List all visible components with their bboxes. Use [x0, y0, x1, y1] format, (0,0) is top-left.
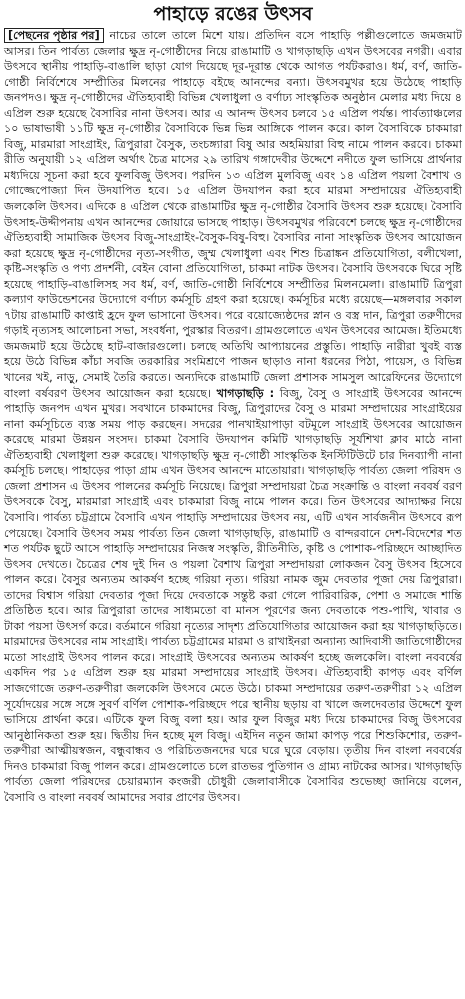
- article-body: [4, 28, 462, 805]
- article-paragraph: [4, 28, 462, 805]
- article-headline: পাহাড়ে রঙের উৎসব: [153, 3, 313, 25]
- article-text-part-1: নাচের তালে তালে মিশে যায়। প্রতিদিন বসে পাহাড়ি পল্লীগুলোতে জমজমাট আসর। তিন পার্বত্য জেলার ক্ষুদ্র নৃ-গোষ্ঠীদের নিয়ে রাঙামাটি ও খাগড়াছড়ি এখন উৎসবের নগরী। এবার উৎসবে স্থানীয় পাহাড়ি-বাঙালি ছাড়া যোগ দিয়েছে দূর-দূরান্ত থেকে আগত পর্যটকরাও। ধর্ম, বর্ণ, জাতি-গোষ্ঠী নির্বিশেষে সম্প্রীতির মিলনের পাহাড়ে বইছে আনন্দের বন্যা। উৎসবমুখর হয়ে উঠেছে পাহাড়ি জনপদও। ক্ষুদ্র নৃ-গোষ্ঠীদের ঐতিহ্যবাহী বিভিন্ন খেলাধুলা ও বর্ণাঢ্য সাংস্কৃতিক অনুষ্ঠান মেলার মধ্য দিয়ে ৪ এপ্রিল শুরু হয়েছে বৈসাবির নানা উৎসব। আর এ আনন্দ উৎসব চলবে ১৫ এপ্রিল পর্যন্ত। পার্বত্যাঞ্চলের ১০ ভাষাভাষী ১১টি ক্ষুদ্র নৃ-গোষ্ঠীর বৈসাবিকে ভিন্ন ভিন্ন আঙ্গিকে পালন করে। কাল বৈসাবিকে চাকমারা বিজু, মারমারা সাংগ্রাইং, ত্রিপুরারা বৈসুক, তংচঙ্গ্যারা বিষু আর অহমিয়ারা বিহু নামে পালন করবে। চাকমা রীতি অনুযায়ী ১২ এপ্রিল অর্থাৎ চৈত্র মাসের ২৯ তারিখ গঙ্গাদেবীর উদ্দেশে নদীতে ফুল ভাসিয়ে প্রার্থনার মধ্যদিয়ে সূচনা করা হবে ফুলবিজু উৎসব। পরদিন ১৩ এপ্রিল মুলবিজু এবং ১৪ এপ্রিল পয়লা বৈশাখ ও গোজ্জেপোজ্যা দিন উদযাপিত হবে। ১৫ এপ্রিল উদযাপন করা হবে মারমা সম্প্রদায়ের ঐতিহ্যবাহী জলকেলি উৎসব। এদিকে ৪ এপ্রিল থেকে রাঙামাটির ক্ষুদ্র নৃ-গোষ্ঠীর বৈসাবি উৎসব শুরু হয়েছে। বৈসাবি উৎসাহ-উদ্দীপনায় এখন আনন্দের জোয়ারে ভাসছে পাহাড়। উৎসবমুখর পরিবেশে চলছে ক্ষুদ্র নৃ-গোষ্ঠীদের ঐতিহ্যবাহী সামাজিক উৎসব বিজু-সাংগ্রাইং-বৈসুক-বিষু-বিহু। বৈসাবির নানা সাংস্কৃতিক উৎসব আয়োজন করা হয়েছে ক্ষুদ্র নৃ-গোষ্ঠীদের নৃত্য-সংগীত, জুম্ম খেলাধুলা এবং শিশু চিত্রাঙ্কন প্রতিযোগিতা, বলীখেলা, কৃষ্টি-সংস্কৃতি ও পণ্য প্রদর্শনী, বেইন বোনা প্রতিযোগিতা, চাকমা নাটক উৎসব। বৈসাবি উৎসবকে ঘিরে সৃষ্টি হয়েছে পাহাড়ি-বাঙালিসহ সব ধর্ম, বর্ণ, জাতি-গোষ্ঠী নির্বিশেষে সম্প্রীতির মিলনমেলা। রাঙামাটি ত্রিপুরা কল্যাণ ফাউন্ডেশনের উদ্যোগে বর্ণাঢ্য কর্মসূচি গ্রহণ করা হয়েছে। কর্মসূচির মধ্যে রয়েছে—মঙ্গলবার সকাল ৭টায় রাঙামাটি কাপ্তাই হ্রদে ফুল ভাসানো উৎসব। পরে বয়োজ্যেষ্ঠদের স্নান ও বস্ত্র দান, ত্রিপুরা তরুণীদের গড়াই নৃত্যসহ আলোচনা সভা, সংবর্ধনা, পুরস্কার বিতরণ। গ্রামগুলোতে এখন উৎসবের আমেজ। ইতিমধ্যে জমজমাট হয়ে উঠেছে হাট-বাজারগুলো। চলছে অতিথি আপ্যায়নের প্রস্তুতি। পাহাড়ি নারীরা খুবই ব্যস্ত হয়ে উঠে বিভিন্ন কাঁচা সবজি তরকারির সংমিশ্রণে পাজন ছাড়াও নানা ধরনের পিঠা, পায়েস, ও বিভিন্ন খানের খই, নাড়ু, সেমাই তৈরি করতে। অন্যদিকে রাঙামাটি জেলা প্রশাসক সামসুল আরেফিনের উদ্যোগে বাংলা বর্ষবরণ উৎসব আয়োজন করা হয়েছে।: [4, 29, 462, 400]
- continued-from-label: [পেছনের পৃষ্ঠার পর]: [4, 28, 104, 43]
- article-text-part-2: বিজু, বৈসু ও সাংগ্রাই উৎসবের আনন্দে পাহাড়ি জনপদ এখন মুখর। সবখানে চাকমাদের বিজু, ত্রিপুরাদের বৈসু ও মারমা সম্প্রদায়ের সাংগ্রাইয়ের নানা কর্মসূচিতে ব্যস্ত সময় পাড় করছেন। সদরের পানখাইয়াপাড়া বটমূলে সাংগ্রাই উৎসবের আয়োজন করেছে মারমা উন্নয়ন সংসদ। চাকমা বৈসাবি উদযাপন কমিটি খাগড়াছড়ি সূর্যশিখা ক্লাব মাঠে নানা ঐতিহ্যবাহী খেলাধুলা শুরু করেছে। খাগড়াছড়ি ক্ষুদ্র নৃ-গোষ্ঠী সাংস্কৃতিক ইনস্টিটিউটে চার দিনব্যাপী নানা কর্মসূচি চলছে। পাহাড়ের পাড়া গ্রাম এখন উৎসব আনন্দে মাতোয়ারা। খাগড়াছড়ি পার্বত্য জেলা পরিষদ ও জেলা প্রশাসন এ উৎসব পালনের কর্মসূচি নিয়েছে। ত্রিপুরা সম্প্রদায়রা চৈত্র সংক্রান্তি ও বাংলা নববর্ষ বরণ উৎসবকে বৈসু, মারমারা সাংগ্রাই এবং চাকমারা বিজু নামে পালন করে। তিন উৎসবের আদ্যাক্ষর নিয়ে বৈসাবি। পার্বত্য চট্টগ্রামে বৈসাবি এখন পাহাড়ি সম্প্রদায়ের উৎসব নয়, এটি এখন সার্বজনীন উৎসবে রূপ পেয়েছে। বৈসাবি উৎসব সময় পার্বত্য তিন জেলা খাগড়াছড়ি, রাঙামাটি ও বান্দরবানে দেশ-বিদেশের শত শত পর্যটক ছুটে আসে পাহাড়ি সম্প্রদায়ের নিজস্ব সংস্কৃতি, রীতিনীতি, কৃষ্টি ও পোশাক-পরিচ্ছদে আচ্ছাদিত উৎসব দেখতে। চৈত্রের শেষ দুই দিন ও পয়লা বৈশাখ ত্রিপুরা সম্প্রদায়রা লোকজন বৈসু উৎসব হিসেবে পালন করে। বৈসুর অন্যতম আকর্ষণ হচ্ছে গরিয়া নৃত্য। গরিয়া নামক জুম দেবতার পূজা দেয় ত্রিপুরারা। তাদের বিশ্বাস গরিয়া দেবতার পূজা দিয়ে দেবতাকে সন্তুষ্ট করা গেলে পারিবারিক, পেশা ও সমাজে শান্তি প্রতিষ্ঠিত হবে। আর ত্রিপুরারা তাদের সাধ্যমতো বা মানস পূরণের জন্য দেবতাকে পশু-পাখি, খাবার ও টাকা পয়সা উৎসর্গ করে। বর্তমানে গরিয়া নৃত্যের সাদৃশ্য প্রতিযোগিতার আয়োজন করা হয় খাগড়াছড়িতে। মারমাদের উৎসবের নাম সাংগ্রাই। পার্বত্য চট্টগ্রামের মারমা ও রাখাইনরা অন্যান্য আদিবাসী জাতিগোষ্ঠীদের মতো সাংগ্রাই উৎসব পালন করে। সাংগ্রাই উৎসবের অন্যতম আকর্ষণ হচ্ছে জলকেলি। বাংলা নববর্ষের একদিন পর ১৫ এপ্রিল শুরু হয় মারমা সম্প্রদায়ের সাংগ্রাই উৎসব। ঐতিহ্যবাহী কাপড় এবং বর্ণিল সাজগোজে তরুণ-তরুণীরা জলকেলি উৎসবে মেতে উঠে। চাকমা সম্প্রদায়ের তরুণ-তরুণীরা ১২ এপ্রিল সূর্যোদয়ের সঙ্গে সঙ্গে সুবর্ণ বর্ণিল পোশাক-পরিচ্ছদে পরে স্থানীয় ছড়ায় বা খালে জলদেবতার উদ্দেশে ফুল ভাসিয়ে প্রার্থনা করে। এটিকে ফুল বিজু বলা হয়। আর ফুল বিজুর মধ্য দিয়ে চাকমাদের বিজু উৎসবের আনুষ্ঠানিকতা শুরু হয়। দ্বিতীয় দিন হচ্ছে মূল বিজু। এইদিন নতুন জামা কাপড় পরে শিশুকিশোর, তরুণ-তরুণীরা আত্মীয়স্বজন, বন্ধুবান্ধব ও পরিচিতজনদের ঘরে ঘরে ঘুরে বেড়ায়। তৃতীয় দিন বাংলা নববর্ষের দিনও চাকমারা বিজু পালন করে। গ্রামগুলোতে চলে রাতভর পুতিগান ও গ্রাম্য নাটকের আসর। খাগড়াছড়ি পার্বত্য জেলা পরিষদের চেয়ারম্যান কংজরী চৌধুরী জেলাবাসীকে বৈসাবির শুভেচ্ছা জানিয়ে বলেন, বৈসাবি ও বাংলা নববর্ষ আমাদের সবার প্রাণের উৎসব।: [4, 386, 462, 804]
- khagrachari-subhead: খাগড়াছড়ি :: [216, 386, 275, 400]
